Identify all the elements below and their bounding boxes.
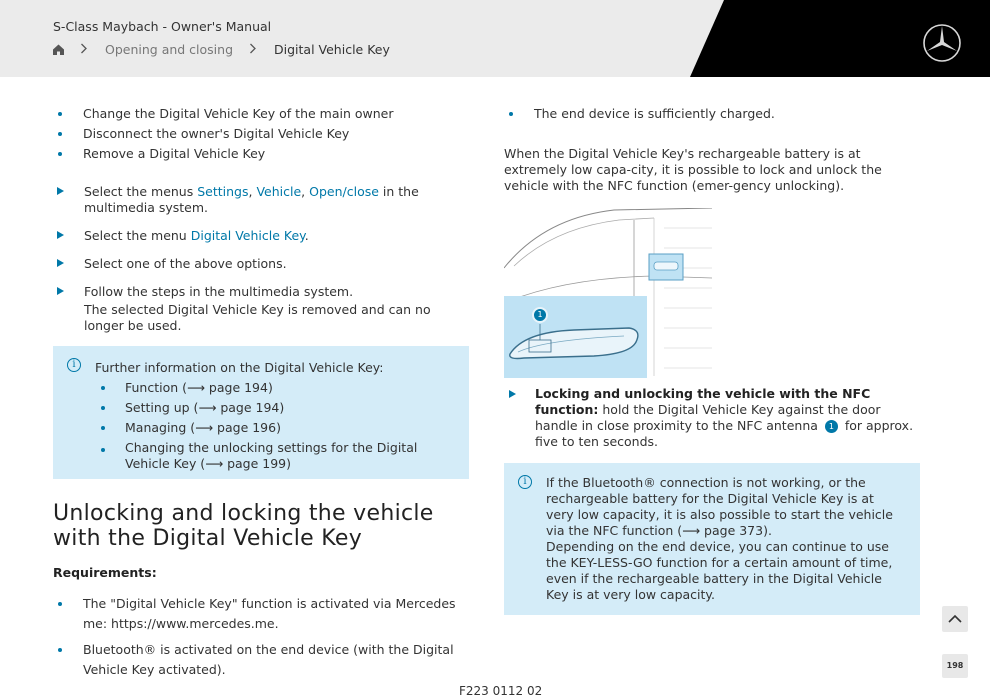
list-item[interactable]: Function (⟶ page 194)	[95, 378, 453, 398]
list-item[interactable]: Setting up (⟶ page 194)	[95, 398, 453, 418]
step-arrow-icon	[57, 187, 64, 195]
header-bar	[0, 0, 990, 77]
chevron-up-icon	[949, 616, 961, 622]
step-text: Select one of the above options.	[84, 256, 287, 271]
home-icon[interactable]	[52, 43, 66, 57]
step-select-option	[53, 256, 469, 272]
list-item: Change the Digital Vehicle Key of the main owner	[53, 104, 469, 124]
step-text: ,	[248, 184, 257, 199]
step-follow	[53, 284, 469, 334]
requirements-label: Requirements:	[53, 565, 157, 580]
mercedes-star-logo[interactable]	[922, 23, 962, 63]
info-icon: i	[67, 358, 81, 372]
list-item[interactable]: Managing (⟶ page 196)	[95, 418, 453, 438]
left-column	[53, 104, 469, 686]
list-item[interactable]: Changing the unlocking settings for the Digital Vehicle Key (⟶ page 199)	[95, 440, 453, 472]
step-text: in the multimedia system.	[84, 184, 419, 215]
step-text: for approx. five to ten seconds.	[535, 418, 914, 449]
link-open-close[interactable]: Open/close	[309, 184, 379, 199]
info-box-further-information	[53, 346, 469, 479]
breadcrumb	[52, 42, 390, 57]
step-nfc-function	[509, 386, 920, 450]
step-text: Select the menus	[84, 184, 198, 199]
requirements-list	[53, 594, 469, 680]
step-arrow-icon	[57, 231, 64, 239]
link-settings[interactable]: Settings	[197, 184, 249, 199]
page-number-button[interactable]: 198	[942, 654, 968, 678]
section-title: Unlocking and locking the vehicle with the Digital Vehicle Key	[53, 501, 434, 551]
manual-title: S-Class Maybach - Owner's Manual	[53, 19, 272, 34]
car-door-illustration	[504, 208, 712, 378]
step-text: Follow the steps in the multimedia system.	[84, 284, 354, 299]
list-item: The "Digital Vehicle Key" function is activated via Mercedes me: https://www.mercedes.me.	[53, 594, 469, 634]
breadcrumb-opening-closing[interactable]: Opening and closing	[105, 42, 234, 57]
step-result: The selected Digital Vehicle Key is removed and can no longer be used.	[84, 302, 431, 333]
info-links-list	[95, 378, 453, 472]
step-text: hold the Digital Vehicle Key against the door handle in close proximity to the NFC antenna	[535, 402, 881, 433]
step-text: Select the menu	[84, 228, 191, 243]
list-item: Bluetooth® is activated on the end device (with the Digital Vehicle Key activated).	[53, 640, 469, 680]
right-column	[504, 104, 920, 615]
link-vehicle[interactable]: Vehicle	[256, 184, 302, 199]
info-intro: Further information on the Digital Vehicle Key:	[95, 360, 384, 375]
link-digital-vehicle-key[interactable]: Digital Vehicle Key	[190, 228, 305, 243]
callout-badge: 1	[825, 420, 838, 433]
callout-1: 1	[532, 307, 548, 323]
step-arrow-icon	[509, 390, 516, 398]
list-item: Disconnect the owner's Digital Vehicle Key	[53, 124, 469, 144]
info-text-bluetooth: If the Bluetooth® connection is not working, or the rechargeable battery for the Digital Vehicle Key is at very low capacity, it is also possible to start the vehicle via the NFC function (⟶ page 373).	[546, 475, 893, 538]
info-text-keyless-go: Depending on the end device, you can continue to use the KEY-LESS-GO function for a certain amount of time, even if the rechargeable battery in the Digital Vehicle Key is at very low capacity.	[546, 539, 893, 602]
step-text: ,	[301, 184, 310, 199]
step-select-menus	[53, 184, 469, 216]
chevron-right-icon	[249, 42, 259, 57]
scroll-to-top-button[interactable]	[942, 606, 968, 632]
steps-list	[53, 184, 469, 334]
options-list	[53, 104, 469, 164]
step-arrow-icon	[57, 259, 64, 267]
breadcrumb-current: Digital Vehicle Key	[274, 42, 390, 57]
list-item: The end device is sufficiently charged.	[504, 104, 920, 124]
step-select-menu	[53, 228, 469, 244]
list-item: Remove a Digital Vehicle Key	[53, 144, 469, 164]
step-heading: Locking and unlocking the vehicle with the NFC function:	[535, 386, 871, 417]
emergency-unlocking-paragraph: When the Digital Vehicle Key's rechargeable battery is at extremely low capa-city, it is possible to lock and unlock the vehicle with the NFC function (emer-gency unlocking).	[504, 146, 882, 193]
info-icon: i	[518, 475, 532, 489]
requirements-list-continued	[504, 104, 920, 124]
image-code: F223 0112 02	[459, 684, 543, 698]
step-text: .	[304, 228, 309, 243]
step-arrow-icon	[57, 287, 64, 295]
chevron-right-icon	[80, 42, 90, 57]
info-box-nfc	[504, 463, 920, 615]
